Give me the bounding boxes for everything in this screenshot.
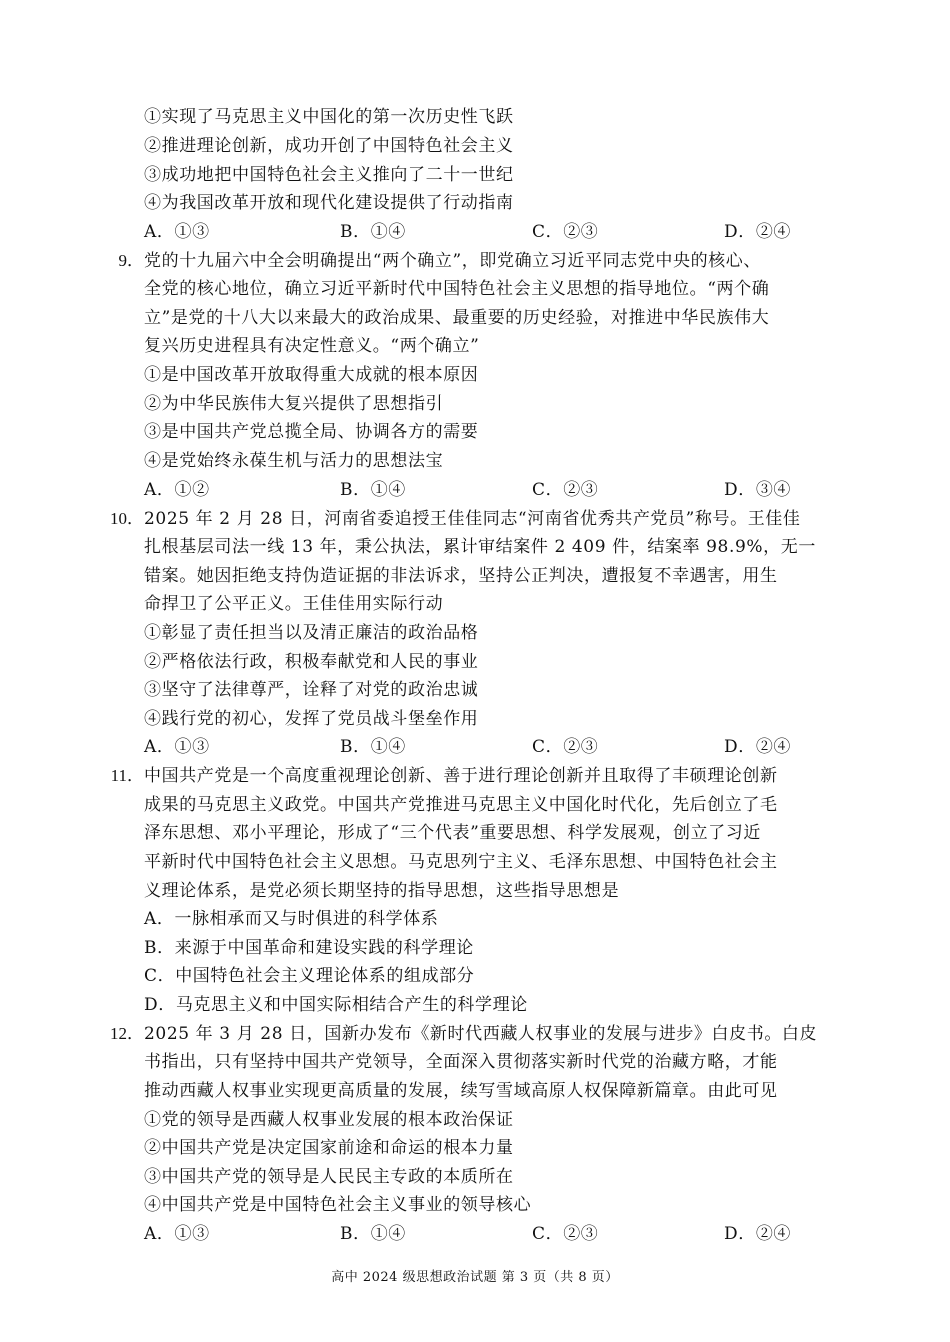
stem-line: 立”是党的十八大以来最大的政治成果、最重要的历史经验，对推进中华民族伟大 xyxy=(144,308,770,328)
option-b: B．①④ xyxy=(340,480,406,500)
option-c: C．②③ xyxy=(532,737,599,757)
stem-line: 扎根基层司法一线 13 年，秉公执法，累计审结案件 2 409 件，结案率 98.9%，无一 xyxy=(144,537,816,557)
option-c: C．②③ xyxy=(532,1224,599,1244)
page-footer: 高中 2024 级思想政治试题 第 3 页（共 8 页） xyxy=(331,1270,619,1285)
stem-line: 平新时代中国特色社会主义思想。马克思列宁主义、毛泽东思想、中国特色社会主 xyxy=(144,852,778,872)
answer-options xyxy=(144,218,864,246)
stem-line: 泽东思想、邓小平理论，形成了“三个代表”重要思想、科学发展观，创立了习近 xyxy=(144,823,761,843)
choice-d: D．马克思主义和中国实际相结合产生的科学理论 xyxy=(144,995,528,1015)
option-c: C．②③ xyxy=(532,222,599,242)
stem-line: 中国共产党是一个高度重视理论创新、善于进行理论创新并且取得了丰硕理论创新 xyxy=(144,766,778,786)
statement-line: ③是中国共产党总揽全局、协调各方的需要 xyxy=(144,422,479,442)
statement-line: ①是中国改革开放取得重大成就的根本原因 xyxy=(144,365,479,385)
option-a: A．①③ xyxy=(144,1224,210,1244)
stem-line: 错案。她因拒绝支持伪造证据的非法诉求，坚持公正判决，遭报复不幸遇害，用生 xyxy=(144,566,778,586)
statement-line: ①实现了马克思主义中国化的第一次历史性飞跃 xyxy=(144,107,514,127)
option-a: A．①③ xyxy=(144,737,210,757)
question-number: 10． xyxy=(110,509,144,528)
statement-line: ③坚守了法律尊严，诠释了对党的政治忠诚 xyxy=(144,680,479,700)
stem-line: 全党的核心地位，确立习近平新时代中国特色社会主义思想的指导地位。“两个确 xyxy=(144,279,770,299)
option-a: A．①② xyxy=(144,480,210,500)
answer-options xyxy=(144,1220,864,1248)
stem-line: 推动西藏人权事业实现更高质量的发展，续写雪域高原人权保障新篇章。由此可见 xyxy=(144,1081,778,1101)
option-c: C．②③ xyxy=(532,480,599,500)
statement-line: ①党的领导是西藏人权事业发展的根本政治保证 xyxy=(144,1110,514,1130)
question-number: 12． xyxy=(110,1024,144,1043)
statement-line: ②严格依法行政，积极奉献党和人民的事业 xyxy=(144,652,479,672)
option-b: B．①④ xyxy=(340,1224,406,1244)
choice-c: C．中国特色社会主义理论体系的组成部分 xyxy=(144,966,475,986)
choice-a: A．一脉相承而又与时俱进的科学体系 xyxy=(144,909,439,929)
stem-line: 命捍卫了公平正义。王佳佳用实际行动 xyxy=(144,594,444,614)
statement-line: ②中国共产党是决定国家前途和命运的根本力量 xyxy=(144,1138,514,1158)
option-a: A．①③ xyxy=(144,222,210,242)
option-d: D．②④ xyxy=(724,737,792,757)
option-b: B．①④ xyxy=(340,222,406,242)
stem-line: 2025 年 3 月 28 日，国新办发布《新时代西藏人权事业的发展与进步》白皮书。白皮 xyxy=(144,1024,818,1044)
option-b: B．①④ xyxy=(340,737,406,757)
question-number: 9． xyxy=(118,251,144,270)
answer-options xyxy=(144,733,864,761)
stem-line: 义理论体系，是党必须长期坚持的指导思想，这些指导思想是 xyxy=(144,881,620,901)
statement-line: ③成功地把中国特色社会主义推向了二十一世纪 xyxy=(144,165,514,185)
choice-b: B．来源于中国革命和建设实践的科学理论 xyxy=(144,938,474,958)
option-d: D．②④ xyxy=(724,222,792,242)
statement-line: ④践行党的初心，发挥了党员战斗堡垒作用 xyxy=(144,709,479,729)
statement-line: ③中国共产党的领导是人民民主专政的本质所在 xyxy=(144,1167,514,1187)
option-d: D．②④ xyxy=(724,1224,792,1244)
statement-line: ④为我国改革开放和现代化建设提供了行动指南 xyxy=(144,193,514,213)
answer-options xyxy=(144,476,864,504)
option-d: D．③④ xyxy=(724,480,792,500)
stem-line: 党的十九届六中全会明确提出“两个确立”，即党确立习近平同志党中央的核心、 xyxy=(144,251,761,271)
stem-line: 书指出，只有坚持中国共产党领导，全面深入贯彻落实新时代党的治藏方略，才能 xyxy=(144,1052,778,1072)
stem-line: 成果的马克思主义政党。中国共产党推进马克思主义中国化时代化，先后创立了毛 xyxy=(144,795,778,815)
question-number: 11． xyxy=(110,766,144,785)
statement-line: ②为中华民族伟大复兴提供了思想指引 xyxy=(144,394,444,414)
statement-line: ②推进理论创新，成功开创了中国特色社会主义 xyxy=(144,136,514,156)
statement-line: ④是党始终永葆生机与活力的思想法宝 xyxy=(144,451,444,471)
stem-line: 2025 年 2 月 28 日，河南省委追授王佳佳同志“河南省优秀共产党员”称号。王佳佳 xyxy=(144,509,801,529)
statement-line: ④中国共产党是中国特色社会主义事业的领导核心 xyxy=(144,1195,532,1215)
statement-line: ①彰显了责任担当以及清正廉洁的政治品格 xyxy=(144,623,479,643)
stem-line: 复兴历史进程具有决定性意义。“两个确立” xyxy=(144,336,480,356)
